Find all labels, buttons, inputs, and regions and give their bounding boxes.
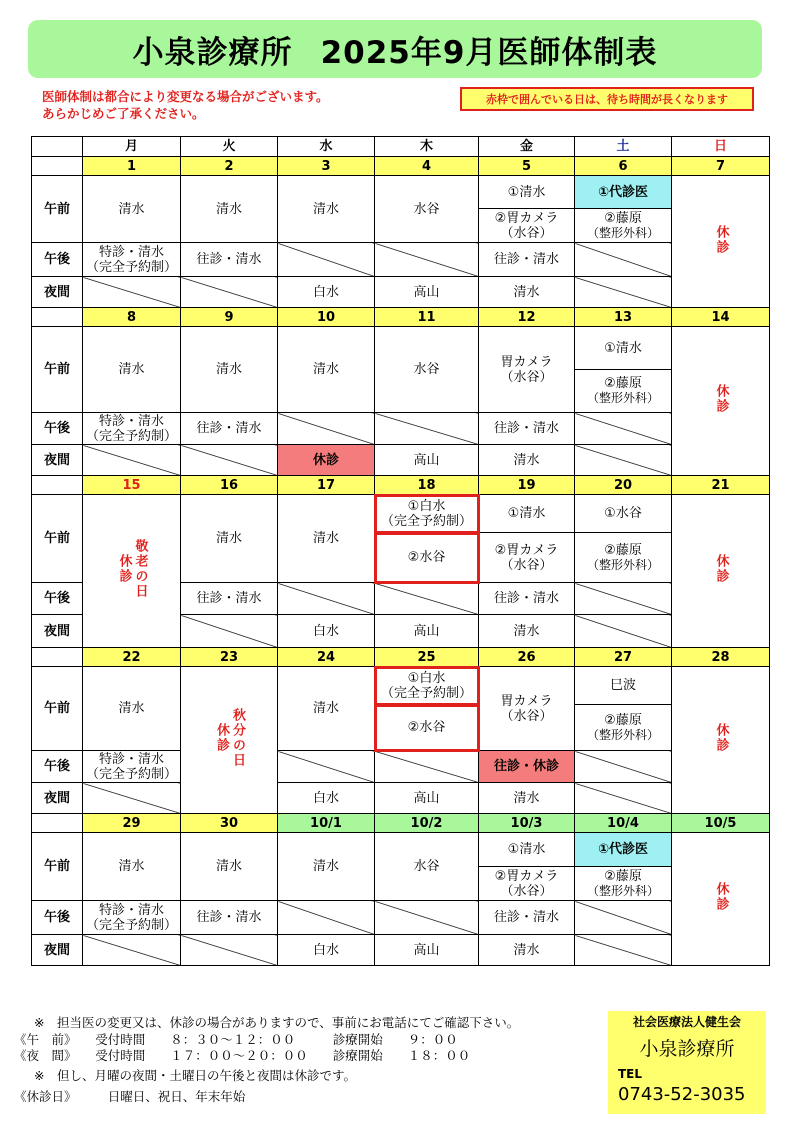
week2-pm-row: 午後 特診・清水 （完全予約制） 往診・清水 往診・清水 [32, 413, 770, 445]
week1-am-row: 午前 清水 清水 清水 水谷 ①清水 ①代診医 休診 [32, 176, 770, 209]
weekday-mon: 月 [83, 137, 181, 157]
weekday-fri: 金 [479, 137, 575, 157]
week1-dates: 1 2 3 4 5 6 7 [32, 157, 770, 176]
week5-pm-row: 午後 特診・清水 （完全予約制） 往診・清水 往診・清水 [32, 901, 770, 935]
tel-label: TEL [618, 1067, 643, 1081]
weekday-header [32, 137, 770, 157]
red-frame-notice: 赤枠で囲んでいる日は、待ち時間が長くなります [460, 87, 754, 111]
clinic-contact-box [608, 1011, 766, 1114]
week3-am-row: 午前 敬老の日休診 清水 清水 ①白水 （完全予約制） ①清水 ①水谷 休診 [32, 495, 770, 533]
weekday-thu: 木 [375, 137, 479, 157]
weekday-sat: 土 [575, 137, 672, 157]
week5-am-row: 午前 清水 清水 清水 水谷 ①清水 ①代診医 休診 [32, 833, 770, 867]
weekday-tue: 火 [181, 137, 278, 157]
week4-night-row: 夜間 白水 高山 清水 [32, 783, 770, 814]
clinic-name: 小泉診療所 [639, 1038, 735, 1060]
week4-pm-row: 午後 特診・清水 （完全予約制） 往診・休診 [32, 751, 770, 783]
week1-pm-row: 午後 特診・清水 （完全予約制） 往診・清水 往診・清水 [32, 243, 770, 277]
schedule-table: 月 火 水 木 金 土 日 1 2 3 4 5 6 7 午前 清水 清水 清水 水谷 ①清水 ①代診医 休診 ②胃カメラ （水谷） ②藤原 （整形外科） 午後 特診・清水 （完全予約制） 往診・清水 往診・清水 夜間 白水 高山 清水 8 9 10 11 12 13 14 午前 清水 清水 清水 水谷 胃カメラ （水谷） ①清水 休診 ②藤原 （整形外科） 午後 特診・清水 （完全予約制） 往診・清水 往診・清水 夜間 休診 高山 清水 15 16 17 18 19 20 21 午前 敬老の日休診 清水 清水 ①白水 （完全予約制） ①清水 ①水谷 休診 ②水谷 ②胃カメラ （水谷） ②藤原 （整形外科） 午後 往診・清水 往診・清水 夜間 白水 高山 清水 22 23 24 25 26 27 28 午前 清水 秋分の日休診 清水 ①白水 （完全予約制） 胃カメラ （水谷） 巳波 休診 ②水谷 ②藤原 （整形外科） 午後 特診・清水 （完全予約制） 往診・休診 夜間 白水 高山 清水 29 30 10/1 10/2 10/3 10/4 10/5 午前 清水 清水 清水 水谷 ①清水 ①代診医 休診 ②胃カメラ （水谷） ②藤原 （整形外科） 午後 特診・清水 （完全予約制） 往診・清水 往診・清水 夜間 白水 高山 清水 [31, 136, 770, 966]
weekday-sun: 日 [672, 137, 770, 157]
footer-notes: ※ 担当医の変更又は、休診の場合がありますので、事前にお電話にてご確認下さい。 《午 前》 受付時間 ８：３０～１２：００ 診療開始 ９：００ 《夜 間》 受付時間 １７：００～２０：００ 診療開始 １８：００ ※ 但し、月曜の夜間・土曜日の午後と夜間は休診です。 《休診日》 日曜日、祝日、年末年始 [14, 1015, 520, 1104]
clinic-title: 小泉診療所 [132, 34, 293, 71]
page-title [28, 20, 762, 78]
week2-night-row: 夜間 休診 高山 清水 [32, 445, 770, 476]
week3-dates: 15 16 17 18 19 20 21 [32, 476, 770, 495]
schedule-title: 2025年9月医師体制表 [320, 34, 658, 71]
weekday-wed: 水 [278, 137, 375, 157]
week3-night-row: 夜間 白水 高山 清水 [32, 615, 770, 648]
week2-dates: 8 9 10 11 12 13 14 [32, 308, 770, 327]
change-note: 医師体制は都合により変更なる場合がございます。 あらかじめご了承ください。 [42, 89, 329, 121]
week5-night-row: 夜間 白水 高山 清水 [32, 935, 770, 966]
week3-pm-row: 午後 往診・清水 往診・清水 [32, 583, 770, 615]
week4-dates: 22 23 24 25 26 27 28 [32, 648, 770, 667]
week4-am-row: 午前 清水 秋分の日休診 清水 ①白水 （完全予約制） 胃カメラ （水谷） 巳波 休診 [32, 667, 770, 705]
holiday-respect-aged: 敬老の日休診 [116, 539, 148, 599]
week1-night-row: 夜間 白水 高山 清水 [32, 277, 770, 308]
week2-am-row: 午前 清水 清水 清水 水谷 胃カメラ （水谷） ①清水 休診 [32, 327, 770, 370]
week5-dates: 29 30 10/1 10/2 10/3 10/4 10/5 [32, 814, 770, 833]
closed-sunday: 休診 [713, 224, 729, 255]
org-name: 社会医療法人健生会 [632, 1015, 741, 1029]
tel-number: 0743-52-3035 [618, 1084, 746, 1105]
holiday-autumn-equinox: 秋分の日休診 [214, 708, 245, 768]
